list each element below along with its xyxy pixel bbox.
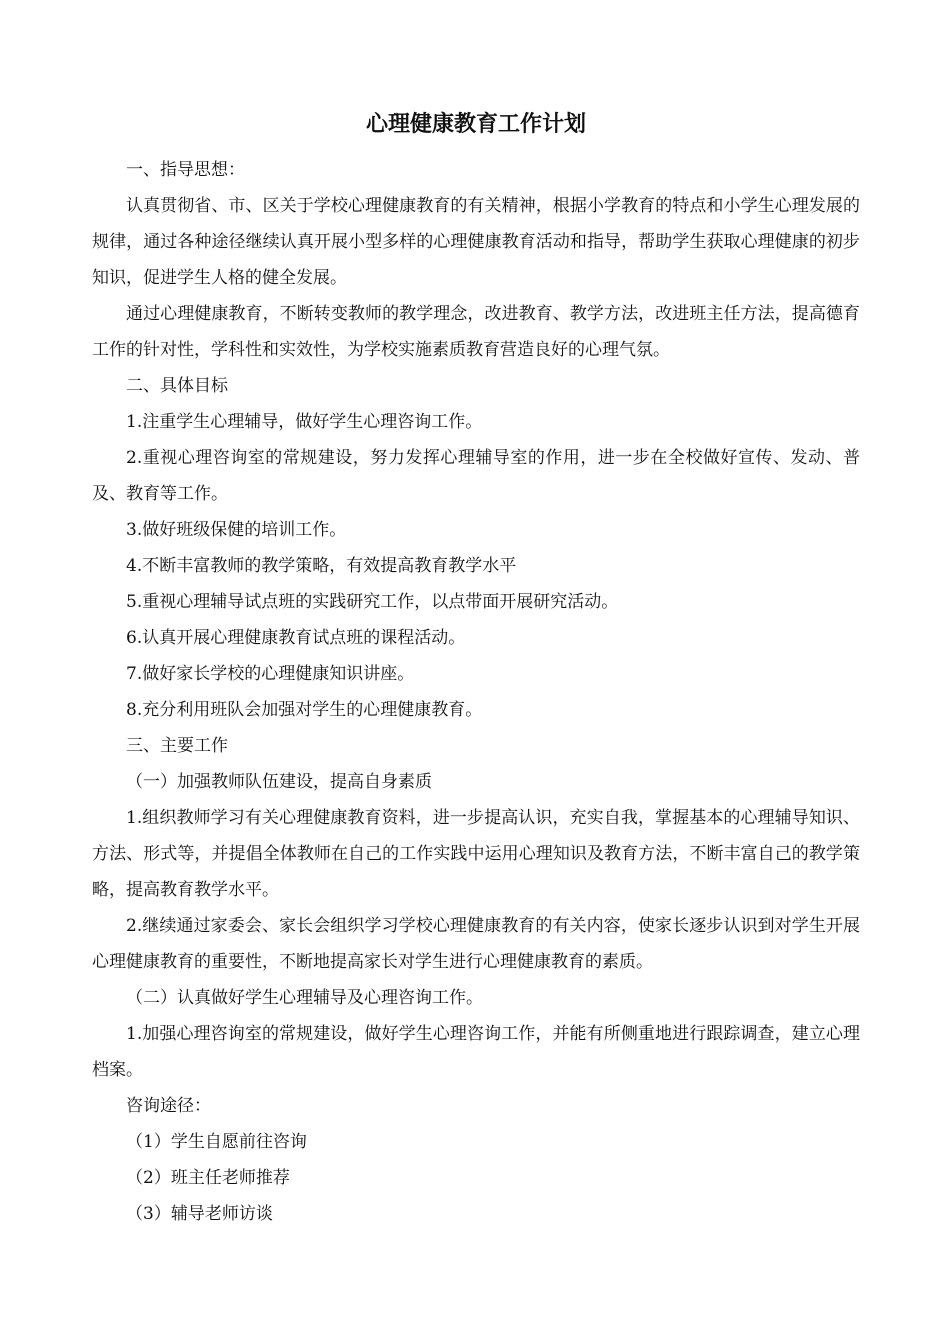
- goal-item-8: 8.充分利用班队会加强对学生的心理健康教育。: [126, 700, 483, 720]
- goal-item-2: 2.重视心理咨询室的常规建设，努力发挥心理辅导室的作用，进一步在全校做好宣传、发动、普及、教育等工作。: [92, 448, 860, 504]
- heading-specific-goals: 二、具体目标: [126, 376, 228, 396]
- paragraph-guiding-2: 通过心理健康教育，不断转变教师的教学理念，改进教育、教学方法，改进班主任方法，提高德育工作的针对性，学科性和实效性，为学校实施素质教育营造良好的心理气氛。: [92, 304, 860, 360]
- document-page: [92, 104, 860, 1232]
- subheading-teacher-team: （一）加强教师队伍建设，提高自身素质: [126, 772, 432, 792]
- work-item-teacher-2: 2.继续通过家委会、家长会组织学习学校心理健康教育的有关内容，使家长逐步认识到对学生开展心理健康教育的重要性，不断地提高家长对学生进行心理健康教育的素质。: [92, 916, 860, 972]
- heading-guiding-thought: 一、指导思想：: [126, 160, 245, 180]
- goal-item-5: 5.重视心理辅导试点班的实践研究工作，以点带面开展研究活动。: [126, 592, 619, 612]
- counseling-channel-2: （2）班主任老师推荐: [126, 1168, 290, 1188]
- counseling-channels-label: 咨询途径：: [126, 1096, 211, 1116]
- document-title: 心理健康教育工作计划: [365, 111, 586, 137]
- heading-main-work: 三、主要工作: [126, 736, 228, 756]
- counseling-channel-3: （3）辅导老师访谈: [126, 1204, 273, 1224]
- goal-item-1: 1.注重学生心理辅导，做好学生心理咨询工作。: [126, 412, 483, 432]
- goal-item-6: 6.认真开展心理健康教育试点班的课程活动。: [126, 628, 466, 648]
- work-item-teacher-1: 1.组织教师学习有关心理健康教育资料，进一步提高认识，充实自我，掌握基本的心理辅导知识、方法、形式等，并提倡全体教师在自己的工作实践中运用心理知识及教育方法，不断丰富自己的教学策略，提高教育教学水平。: [92, 808, 860, 900]
- subheading-student-counseling: （二）认真做好学生心理辅导及心理咨询工作。: [126, 988, 483, 1008]
- work-item-counseling-1: 1.加强心理咨询室的常规建设，做好学生心理咨询工作，并能有所侧重地进行跟踪调查，建立心理档案。: [92, 1024, 860, 1080]
- paragraph-guiding-1: 认真贯彻省、市、区关于学校心理健康教育的有关精神，根据小学教育的特点和小学生心理发展的规律，通过各种途径继续认真开展小型多样的心理健康教育活动和指导，帮助学生获取心理健康的初步知识，促进学生人格的健全发展。: [92, 196, 860, 288]
- goal-item-4: 4.不断丰富教师的教学策略，有效提高教育教学水平: [126, 556, 517, 576]
- goal-item-7: 7.做好家长学校的心理健康知识讲座。: [126, 664, 415, 684]
- counseling-channel-1: （1）学生自愿前往咨询: [126, 1132, 307, 1152]
- goal-item-3: 3.做好班级保健的培训工作。: [126, 520, 347, 540]
